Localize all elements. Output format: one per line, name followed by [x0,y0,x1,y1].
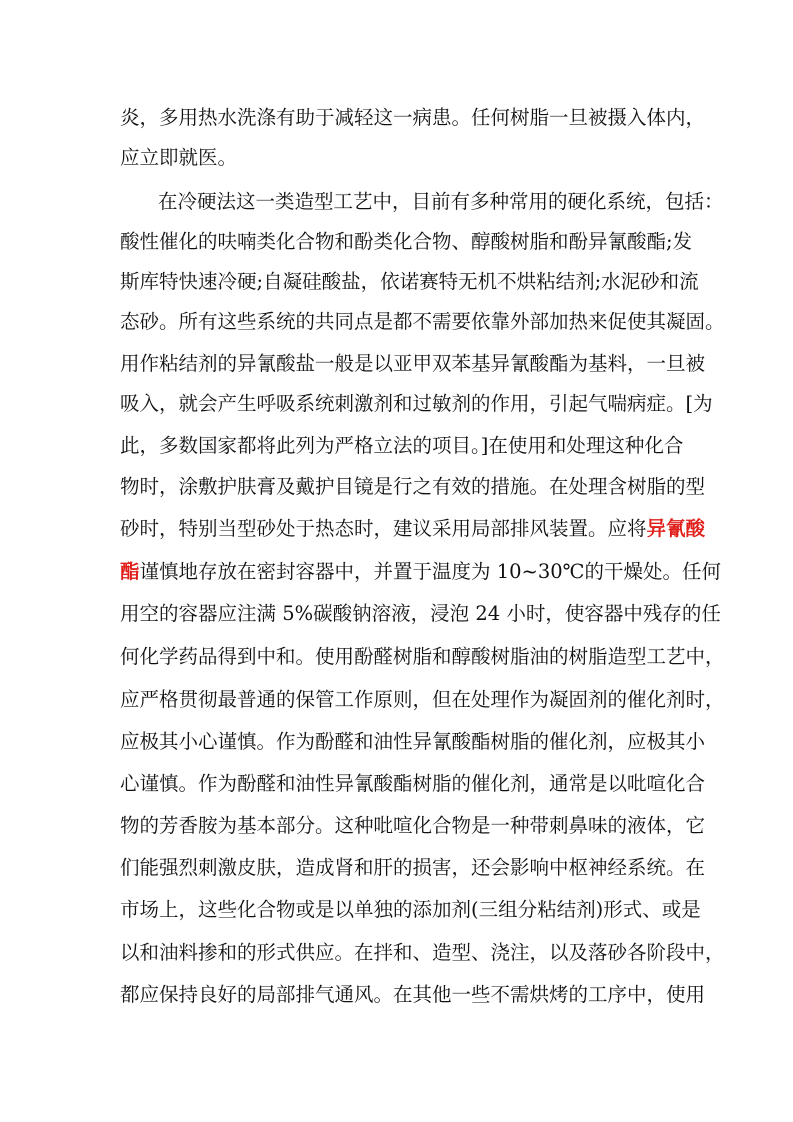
highlighted-term: 酯 [120,560,140,583]
text-line: 应立即就医。 [120,146,238,169]
text-line: 斯库特快速冷硬;自凝硅酸盐，依诺赛特无机不烘粘结剂;水泥砂和流 [120,270,699,293]
text-line: 们能强烈刺激皮肤，造成肾和肝的损害，还会影响中枢神经系统。在 [120,856,706,879]
text-line: 应极其小心谨慎。作为酚醛和油性异氰酸酯树脂的催化剂，应极其小 [120,730,706,753]
text-line: 物时，涂敷护肤膏及戴护目镜是行之有效的措施。在处理含树脂的型 [120,475,706,498]
text-line: 何化学药品得到中和。使用酚醛树脂和醇酸树脂油的树脂造型工艺中， [120,645,725,668]
text-line [120,517,706,541]
text-line: 都应保持良好的局部排气通风。在其他一些不需烘烤的工序中，使用 [120,983,706,1006]
text-line: 市场上，这些化合物或是以单独的添加剂(三组分粘结剂)形式、或是 [120,898,701,921]
text-span: 砂时，特别当型砂处于热态时，建议采用局部排风装置。应将 [120,517,647,540]
text-line: 酸性催化的呋喃类化合物和酚类化合物、醇酸树脂和酚异氰酸酯;发 [120,230,693,253]
text-line: 心谨慎。作为酚醛和油性异氰酸酯树脂的催化剂，通常是以吡喧化合 [120,772,706,795]
text-span: 谨慎地存放在密封容器中，并置于温度为 10~30℃的干燥处。任何 [139,560,721,583]
text-line: 物的芳香胺为基本部分。这种吡喧化合物是一种带刺鼻味的液体，它 [120,814,706,837]
text-line: 炎，多用热水洗涤有助于减轻这一病患。任何树脂一旦被摄入体内， [120,106,706,129]
text-line: 在冷硬法这一类造型工艺中，目前有多种常用的硬化系统，包括： [158,190,724,213]
text-line: 吸入，就会产生呼吸系统刺激剂和过敏剂的作用，引起气喘病症。[为 [120,392,713,415]
text-line: 用作粘结剂的异氰酸盐一般是以亚甲双苯基异氰酸酯为基料，一旦被 [120,352,706,375]
text-line: 用空的容器应注满 5%碳酸钠溶液，浸泡 24 小时，使容器中残存的任 [120,602,721,625]
text-line: 应严格贯彻最普通的保管工作原则，但在处理作为凝固剂的催化剂时， [120,688,725,711]
text-line [120,560,721,584]
text-line: 此，多数国家都将此列为严格立法的项目。]在使用和处理这种化合 [120,434,684,457]
text-line: 态砂。所有这些系统的共同点是都不需要依靠外部加热来促使其凝固。 [120,310,725,333]
highlighted-term: 异氰酸 [646,517,706,540]
text-line: 以和油料掺和的形式供应。在拌和、造型、浇注，以及落砂各阶段中， [120,941,725,964]
